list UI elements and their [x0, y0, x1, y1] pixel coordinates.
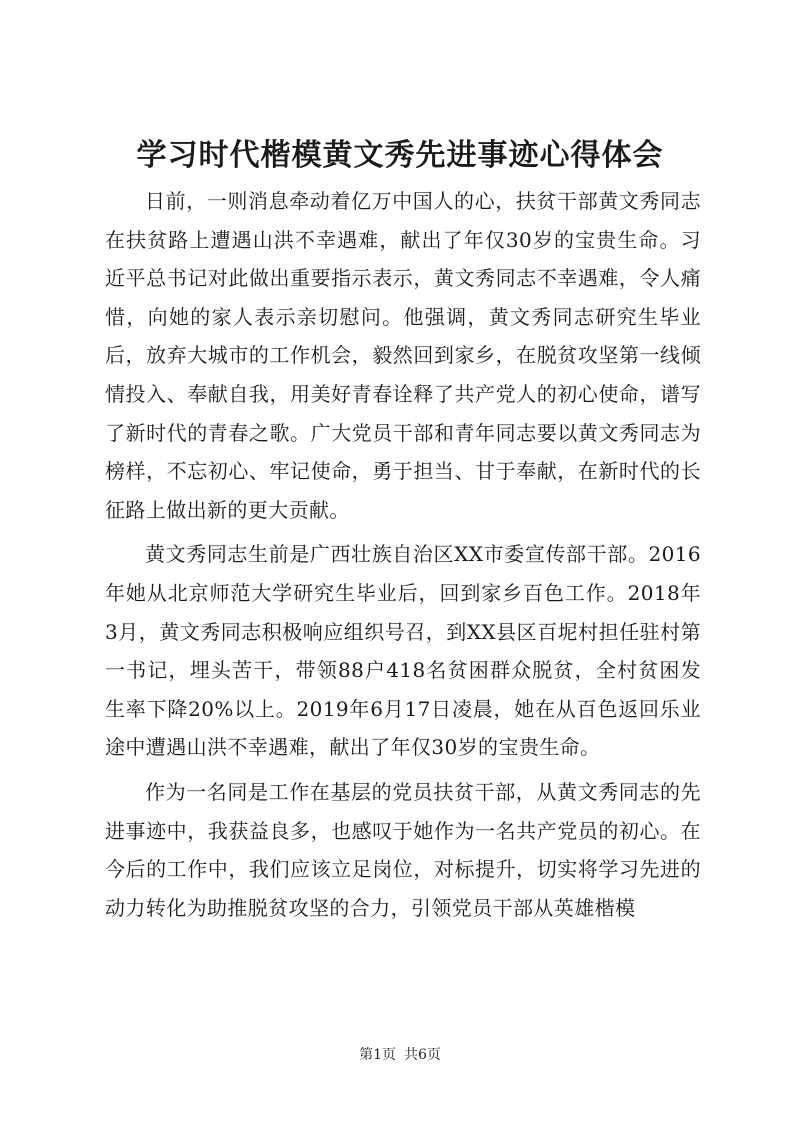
paragraph-1: 日前，一则消息牵动着亿万中国人的心，扶贫干部黄文秀同志在扶贫路上遭遇山洪不幸遇难，献出了年仅30岁的宝贵生命。习近平总书记对此做出重要指示表示，黄文秀同志不幸遇难，令人痛惜，向她的家人表示亲切慰问。他强调，黄文秀同志研究生毕业后，放弃大城市的工作机会，毅然回到家乡，在脱贫攻坚第一线倾情投入、奉献自我，用美好青春诠释了共产党人的初心使命，谱写了新时代的青春之歌。广大党员干部和青年同志要以黄文秀同志为榜样，不忘初心、牢记使命，勇于担当、甘于奉献，在新时代的长征路上做出新的更大贡献。: [105, 189, 701, 522]
document-title: 学习时代楷模黄文秀先进事迹心得体会: [136, 138, 664, 173]
page-footer: [0, 1045, 800, 1065]
page-total: 共6页: [404, 1047, 441, 1063]
document-body: [105, 182, 701, 933]
page-number: 第1页: [359, 1047, 396, 1063]
paragraph-3: 作为一名同是工作在基层的党员扶贫干部，从黄文秀同志的先进事迹中，我获益良多，也感叹于她作为一名共产党员的初心。在今后的工作中，我们应该立足岗位，对标提升，切实将学习先进的动力转化为助推脱贫攻坚的合力，引领党员干部从英雄楷模: [105, 779, 701, 920]
paragraph-2: 黄文秀同志生前是广西壮族自治区XX市委宣传部干部。2016年她从北京师范大学研究生毕业后，回到家乡百色工作。2018年3月，黄文秀同志积极响应组织号召，到XX县区百坭村担任驻村第一书记，埋头苦干，带领88户418名贫困群众脱贫，全村贫困发生率下降20%以上。2019年6月17日凌晨，她在从百色返回乐业途中遭遇山洪不幸遇难，献出了年仅30岁的宝贵生命。: [105, 542, 701, 760]
